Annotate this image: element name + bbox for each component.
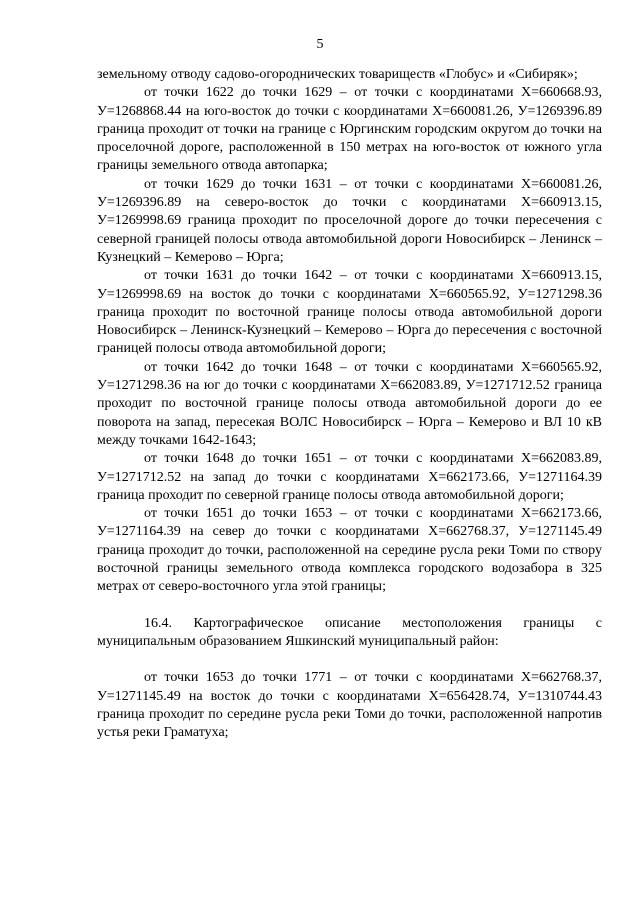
paragraph: от точки 1648 до точки 1651 – от точки с координатами Х=662083.89, У=1271712.52 на запад до точки с координатами Х=662173.66, У=1271164.39 граница проходит по северной границе полосы отвода автомобильной дороги; (97, 451, 602, 503)
section-heading: 16.4. Картографическое описание местоположения границы с муниципальным образованием Яшкинский муниципальный район: (97, 615, 602, 649)
paragraph: от точки 1653 до точки 1771 – от точки с координатами Х=662768.37, У=1271145.49 на восток до точки с координатами Х=656428.74, У=1310744.43 граница проходит по середине русла реки Томи до точки, расположенной напротив устья реки Граматуха; (97, 670, 602, 741)
paragraph: от точки 1651 до точки 1653 – от точки с координатами Х=662173.66, У=1271164.39 на север до точки с координатами Х=662768.37, У=1271145.49 граница проходит до точки, расположенной на середине русла реки Томи по створу восточной границы земельного отвода комплекса городского водозабора в 325 метрах от северо-восточного угла этой границы; (97, 506, 602, 595)
paragraph: от точки 1642 до точки 1648 – от точки с координатами Х=660565.92, У=1271298.36 на юг до точки с координатами Х=662083.89, У=1271712.52 граница проходит по восточной границе полосы отвода автомобильной дороги до ее поворота на запад, пересекая ВОЛС Новосибирск – Юрга – Кемерово и ВЛ 10 кВ между точками 1642-1643; (97, 359, 602, 448)
paragraph: от точки 1631 до точки 1642 – от точки с координатами Х=660913.15, У=1269998.69 на восток до точки с координатами Х=660565.92, У=1271298.36 граница проходит по восточной границе полосы отвода автомобильной дороги Новосибирск – Ленинск-Кузнецкий – Кемерово – Юрга до пересечения с восточной границей полосы отвода автомобильной дороги; (97, 268, 602, 357)
paragraph: земельному отводу садово-огороднических товариществ «Глобус» и «Сибиряк»; (97, 67, 578, 82)
document-body (97, 66, 602, 742)
page-number: 5 (316, 37, 324, 52)
paragraph: от точки 1622 до точки 1629 – от точки с координатами Х=660668.93, У=1268868.44 на юго-восток до точки с координатами Х=660081.26, У=1269396.89 граница проходит от точки на границе с Юргинским городским округом до точки на проселочной дороге, расположенной в 150 метрах на юго-восток от южного угла границы земельного отвода автопарка; (97, 85, 602, 174)
paragraph: от точки 1629 до точки 1631 – от точки с координатами Х=660081.26, У=1269396.89 на северо-восток до точки с координатами Х=660913.15, У=1269998.69 граница проходит по проселочной дороге до точки пересечения с северной границей полосы отвода автомобильной дороги Новосибирск – Ленинск – Кузнецкий – Кемерово – Юрга; (97, 176, 602, 265)
